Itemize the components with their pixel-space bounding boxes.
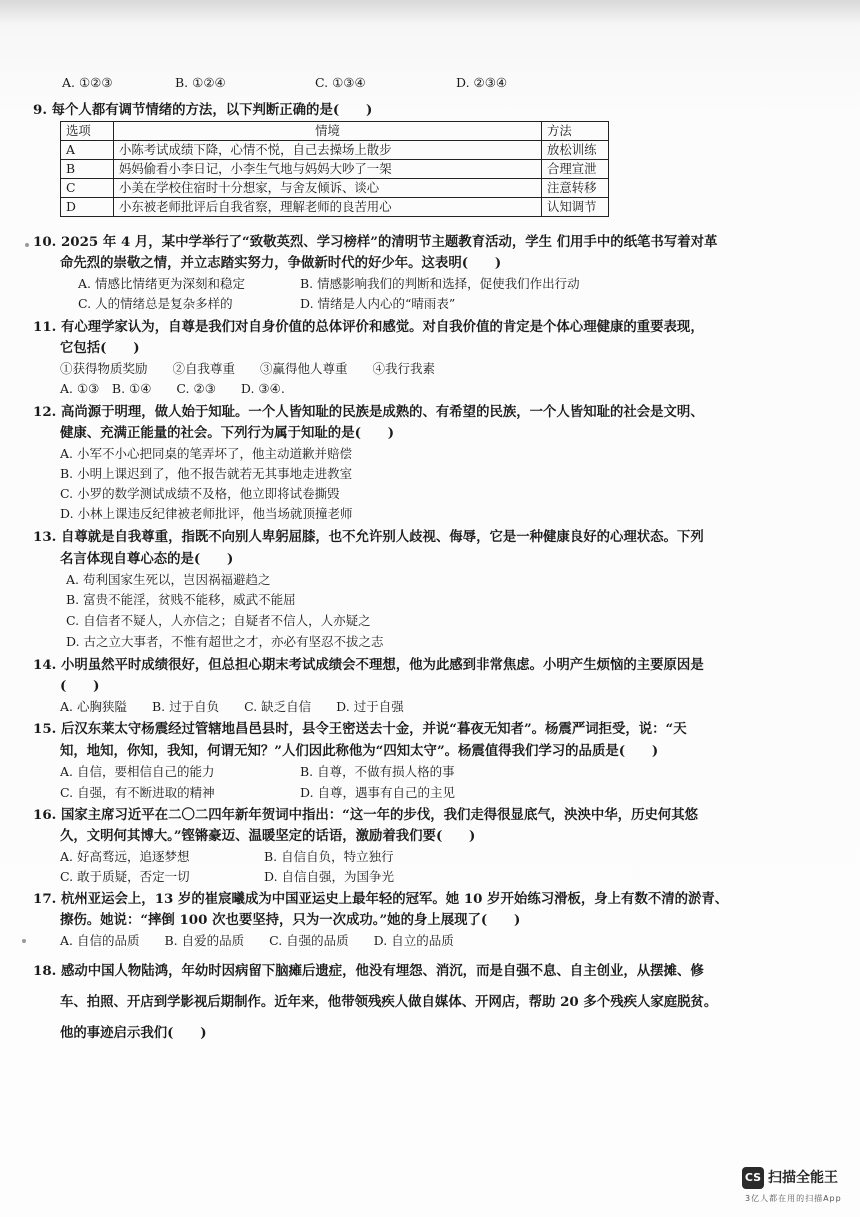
scan-speck	[22, 939, 26, 943]
table-row	[61, 179, 609, 198]
q10-line-1: 10. 2025 年 4 月，某中学举行了“致敬英烈、学习榜样”的清明节主题教育活动，学生 们用手中的纸笔书写着对革	[33, 234, 718, 250]
q11-items: ①获得物质奖励 ②自我尊重 ③赢得他人尊重 ④我行我素	[60, 361, 436, 376]
table-cell: 小陈考试成绩下降，心情不悦，自己去操场上散步	[114, 141, 542, 160]
q13-option-a: A. 苟利国家生死以，岂因祸福避趋之	[66, 572, 271, 587]
q16-option-a: A. 好高骛远，追逐梦想	[60, 849, 190, 864]
q15-line-1: 15. 后汉东莱太守杨震经过管辖地昌邑县时，县令王密送去十金，并说“暮夜无知者”。杨震严词拒受，说：“天	[33, 721, 687, 737]
q17-options: A. 自信的品质 B. 自爱的品质 C. 自强的品质 D. 自立的品质	[60, 933, 454, 948]
table-cell: A	[61, 141, 114, 160]
table-header-cell: 方法	[542, 122, 609, 141]
q13-option-c: C. 自信者不疑人，人亦信之；自疑者不信人，人亦疑之	[66, 613, 371, 628]
q10-option-a: A. 情感比情绪更为深刻和稳定	[78, 276, 245, 291]
q16-option-d: D. 自信自强，为国争光	[264, 869, 395, 884]
table-header-cell: 选项	[61, 122, 114, 141]
q8-option-d: D. ②③④	[456, 75, 508, 90]
q11-options: A. ①③ B. ①④ C. ②③ D. ③④.	[60, 381, 285, 396]
scan-top-edge	[0, 0, 860, 22]
q14-line-1: 14. 小明虽然平时成绩很好，但总担心期末考试成绩会不理想，他为此感到非常焦虑。小明产生烦恼的主要原因是	[33, 657, 704, 673]
q9-stem: 9. 每个人都有调节情绪的方法，以下判断正确的是( )	[33, 102, 373, 118]
q18-line-3: 他的事迹启示我们( )	[60, 1025, 207, 1041]
q11-line-1: 11. 有心理学家认为，自尊是我们对自身价值的总体评价和感觉。对自我价值的肯定是个体心理健康的重要表现，	[33, 319, 704, 335]
watermark-tagline: 3亿人都在用的扫描App	[745, 1194, 842, 1203]
table-cell: C	[61, 179, 114, 198]
table-cell: 小东被老师批评后自我省察，理解老师的良苦用心	[114, 198, 542, 217]
table-cell: 注意转移	[542, 179, 609, 198]
table-cell: 合理宣泄	[542, 160, 609, 179]
q17-line-1: 17. 杭州亚运会上，13 岁的崔宸曦成为中国亚运史上最年轻的冠军。她 10 岁开始练习滑板，身上有数不清的淤青、	[33, 891, 729, 907]
q10-option-d: D. 情绪是人内心的“晴雨表”	[300, 296, 456, 311]
q13-line-2: 名言体现自尊心态的是( )	[60, 551, 234, 567]
q15-option-c: C. 自强，有不断进取的精神	[60, 785, 215, 800]
table-cell: D	[61, 198, 114, 217]
q16-option-b: B. 自信自负，特立独行	[264, 849, 394, 864]
q15-option-b: B. 自尊，不做有损人格的事	[300, 764, 455, 779]
q10-option-b: B. 情感影响我们的判断和选择，促使我们作出行动	[300, 276, 580, 291]
q18-line-1: 18. 感动中国人物陆鸿，年幼时因病留下脑瘫后遗症，他没有埋怨、消沉，而是自强不息、自主创业，从摆摊、修	[33, 963, 704, 979]
q13-option-d: D. 古之立大事者，不惟有超世之才，亦必有坚忍不拔之志	[66, 634, 384, 649]
q8-option-c: C. ①③④	[315, 75, 366, 90]
table-cell: 放松训练	[542, 141, 609, 160]
table-row	[61, 160, 609, 179]
table-row	[61, 141, 609, 160]
q9-table	[60, 121, 609, 217]
q14-options: A. 心胸狭隘 B. 过于自负 C. 缺乏自信 D. 过于自强	[60, 699, 404, 714]
q16-line-1: 16. 国家主席习近平在二〇二四年新年贺词中指出：“这一年的步伐，我们走得很显底气，泱泱中华，历史何其悠	[33, 807, 699, 823]
q8-option-b: B. ①②④	[175, 75, 226, 90]
q12-option-c: C. 小罗的数学测试成绩不及格，他立即将试卷撕毁	[60, 486, 340, 501]
table-cell: 认知调节	[542, 198, 609, 217]
q15-option-d: D. 自尊，遇事有自己的主见	[300, 785, 456, 800]
scan-speck	[25, 243, 29, 247]
q12-line-1: 12. 高尚源于明理，做人始于知耻。一个人皆知耻的民族是成熟的、有希望的民族，一个人皆知耻的社会是文明、	[33, 404, 704, 420]
table-row	[61, 198, 609, 217]
q12-option-b: B. 小明上课迟到了，他不报告就若无其事地走进教室	[60, 466, 353, 481]
watermark-brand-name: 扫描全能王	[768, 1170, 838, 1186]
q12-line-2: 健康、充满正能量的社会。下列行为属于知耻的是( )	[60, 425, 395, 441]
q8-option-a: A. ①②③	[62, 75, 113, 90]
q10-option-c: C. 人的情绪总是复杂多样的	[78, 296, 233, 311]
table-header-row	[61, 122, 609, 141]
q12-option-a: A. 小军不小心把同桌的笔弄坏了，他主动道歉并赔偿	[60, 446, 352, 461]
q12-option-d: D. 小林上课违反纪律被老师批评，他当场就顶撞老师	[60, 506, 353, 521]
q18-line-2: 车、拍照、开店到学影视后期制作。近年来，他带领残疾人做自媒体、开网店，帮助 20 多个残疾人家庭脱贫。	[60, 994, 718, 1010]
q13-line-1: 13. 自尊就是自我尊重，指既不向别人卑躬屈膝，也不允许别人歧视、侮辱，它是一种健康良好的心理状态。下列	[33, 529, 704, 545]
q15-line-2: 知，地知，你知，我知，何谓无知？”人们因此称他为“四知太守”。杨震值得我们学习的品质是( )	[60, 743, 659, 759]
q16-option-c: C. 敢于质疑，否定一切	[60, 869, 190, 884]
camscanner-logo-icon: CS	[742, 1167, 764, 1189]
q13-option-b: B. 富贵不能淫，贫贱不能移，威武不能屈	[66, 592, 296, 607]
q16-line-2: 久，文明何其博大。”铿锵豪迈、温暖坚定的话语，激励着我们要( )	[60, 828, 476, 844]
q14-line-2: ( )	[60, 678, 100, 694]
table-cell: 妈妈偷看小李日记，小李生气地与妈妈大吵了一架	[114, 160, 542, 179]
q10-line-2: 命先烈的崇敬之情，并立志踏实努力，争做新时代的好少年。这表明( )	[60, 255, 502, 271]
q17-line-2: 擦伤。她说：“摔倒 100 次也要坚持，只为一次成功。”她的身上展现了( )	[60, 912, 521, 928]
q11-line-2: 它包括( )	[60, 340, 140, 356]
q15-option-a: A. 自信，要相信自己的能力	[60, 764, 215, 779]
table-cell: 小美在学校住宿时十分想家，与舍友倾诉、谈心	[114, 179, 542, 198]
table-header-cell: 情境	[114, 122, 542, 141]
table-cell: B	[61, 160, 114, 179]
